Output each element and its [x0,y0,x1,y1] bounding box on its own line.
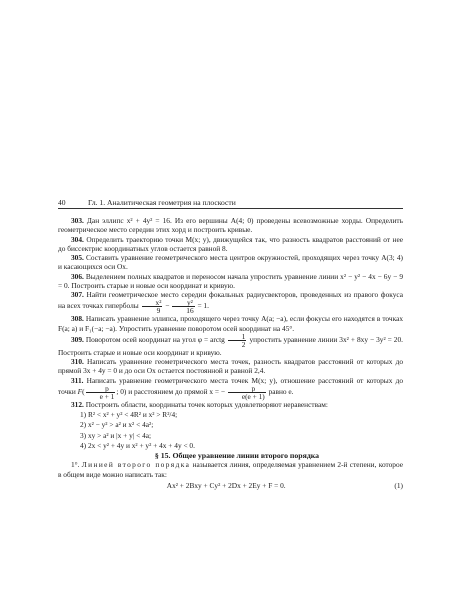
equation-text: Ax² + 2Bxy + Cy² + 2Dx + 2Ey + F = 0. [166,480,286,490]
problem-text: Найти геометрическое место середин фокальных радиусвекторов, проведенных из правого фокуса на всех точках гиперболы [58,290,403,311]
problem-text-tail: равно e. [268,386,294,396]
defined-term: Линией второго порядка [81,460,191,470]
inequality-item: 2) x² − y² > a² и x² < 4a²; [80,420,154,430]
fraction-numerator: y² [172,299,194,307]
problem-number: 309. [71,334,84,344]
fraction-numerator: x² [142,299,163,307]
fraction-denominator: 2 [241,339,246,349]
problem-311: 311. Написать уравнение геометрического места точек M(x; y), отношение расстояний от которых до точки F( $\frac{p}{e + 1}$ ; 0) и расстоянием до прямой x = − $\frac{p}{e(e + 1)}$ равно e. [58,375,403,401]
general-equation [58,481,403,490]
inequality-item: 4) 2x < y² + 4y и x² + y² + 4x + 4y < 0. [80,440,195,450]
problem-text-tail: упростить уравнение линии 3x² + 8xy − 3y² = 20. Построить старые и новые оси координат и кривую. [58,334,403,357]
problem-306 [58,272,403,291]
fraction-y2-16 [172,299,194,314]
problem-text: Написать уравнение геометрического места точек M(x; y), отношение расстояний от которых до точки [58,375,403,396]
problem-number: 304. [71,234,84,244]
problem-309 [58,333,403,357]
point-coordinate-tail: ; 0 [116,386,124,396]
problem-303 [58,216,403,235]
problem-number: 310. [71,357,84,366]
problem-number: 311. [71,375,84,385]
inequality-item: 3) xy > a² и |x + y| < 4a; [80,430,152,440]
problem-312 [58,400,403,409]
problem-304 [58,235,403,254]
problem-text: Написать уравнение эллипса, проходящего через точку A(a; −a), если фокусы его находятся в точках F(a; a) и F₁(−a; −a). Упростить уравнение поворотом осей координат на 45°. [58,314,403,333]
running-header [58,198,403,209]
fraction-numerator: 1 [228,333,247,341]
fraction-denominator: 16 [186,306,194,316]
fraction-p-ee1 [228,385,266,400]
intro-text: называется линия, определяемая уравнением 2-й степени, которое в общем виде можно написать так: [58,460,404,479]
problem-text: Выделением полных квадратов и переносом начала упростить уравнение линии x² − y² − 4x − 6y − 9 = 0. Построить старые и новые оси координат и кривую. [58,271,404,290]
section-intro [58,460,403,479]
fraction-denominator: e + 1 [99,391,115,401]
problem-text: Дан эллипс x² + 4y² = 16. Из его вершины A(4; 0) проведены всевозможные хорды. Определить геометрическое место середин этих хорд и построить кривые. [58,216,403,235]
fraction-p-e1 [86,385,116,400]
point-label: F [77,386,83,396]
fraction-denominator: 9 [156,306,161,316]
inequality-item: 1) R² < x² + y² < 4R² и x² > R²/4; [80,410,178,419]
problem-number: 303. [71,216,84,225]
problem-text: Определить траекторию точки M(x; y), движущейся так, что разность квадратов расстояний от нее до биссектрис координатных углов остается равной 8. [58,234,403,253]
minus-sign: − [165,301,170,311]
problem-305 [58,253,403,272]
problem-number: 307. [71,290,84,299]
fraction-1-2 [228,333,247,348]
inequality-list [58,410,403,450]
problem-number: 308. [71,314,84,324]
chapter-title: Гл. 1. Аналитическая геометрия на плоскости [88,198,236,207]
problem-text: Написать уравнение геометрического места точек, разность квадратов расстояний от которых до прямой 3x + 4y = 0 и до оси Ox остается постоянной и равной 2,4. [58,357,403,376]
problem-text-mid: и расстоянием до прямой x = − [128,386,225,396]
problem-number: 312. [71,399,84,409]
problem-number: 305. [71,253,84,262]
equation-number: (1) [394,480,403,490]
fraction-numerator: p [228,385,266,393]
problem-307 [58,290,403,314]
problem-text: Составить уравнение геометрического места центров окружностей, проходящих через точку A(3; 4) и касающихся оси Ox. [58,253,403,272]
fraction-numerator: p [86,385,116,393]
fraction-denominator: e(e + 1) [241,391,265,401]
problem-308 [58,314,403,333]
page-body [58,216,403,490]
fraction-x2-9 [142,299,163,314]
section-title: § 15. Общее уравнение линии второго порядка [154,451,320,460]
item-number: 1°. [71,460,80,470]
problem-310 [58,357,403,376]
problem-text: Поворотом осей координат на угол φ = arctg [85,334,225,344]
problem-number: 306. [71,271,84,281]
problem-text: Построить области, координаты точек которых удовлетворяют неравенствам: [85,399,328,409]
page-number: 40 [58,198,66,207]
problem-text-tail: = 1. [197,301,209,311]
